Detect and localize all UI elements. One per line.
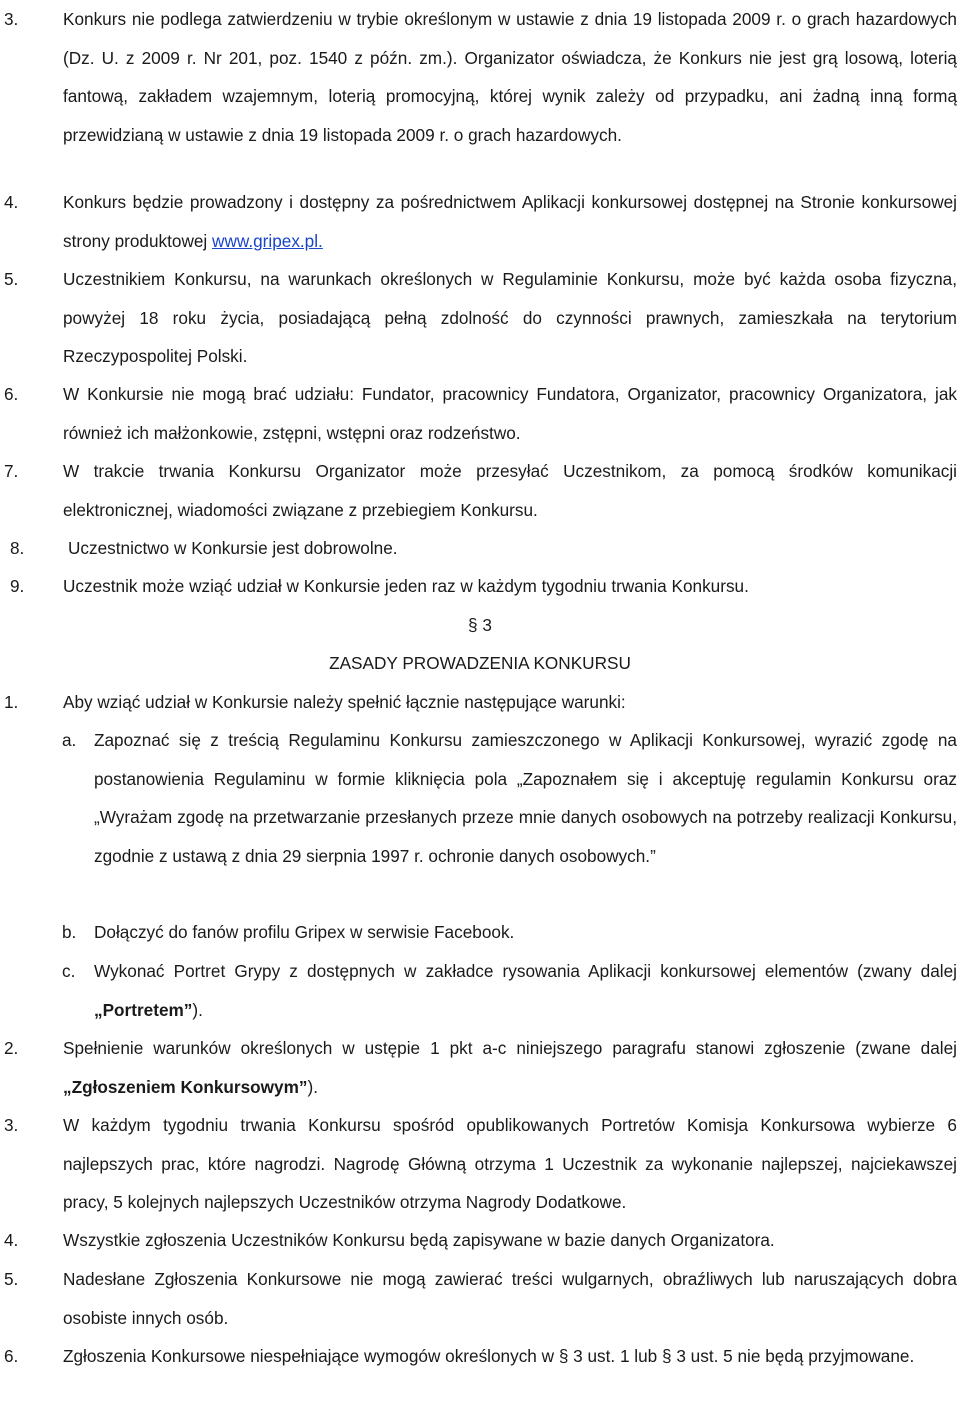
item-text <box>63 183 957 260</box>
item-number: 4. <box>4 1230 19 1250</box>
item-number: 2. <box>4 1038 19 1058</box>
sub-item-letter: a. <box>62 730 77 750</box>
defined-term: „Portretem” <box>94 999 193 1020</box>
sub-item-text: Zapoznać się z treścią Regulaminu Konkursu zamieszczonego w Aplikacji Konkursowej, wyrazić zgodę na postanowienia Regulaminu w formie kliknięcia pola „Zapoznałem się i akceptuję regulamin Konkursu oraz „Wyrażam zgodę na przetwarzanie przesłanych przeze mnie danych osobowych na potrzeby realizacji Konkursu, zgodnie z ustawą z dnia 29 sierpnia 1997 r. ochronie danych osobowych.” <box>94 730 957 866</box>
list-item <box>0 1029 957 1106</box>
item-text: Aby wziąć udział w Konkursie należy spełnić łącznie następujące warunki: <box>63 692 626 712</box>
list-item <box>0 0 957 154</box>
sub-item-letter: b. <box>62 922 77 942</box>
item-number: 3. <box>4 1115 19 1135</box>
list-item <box>0 683 957 722</box>
defined-term: „Zgłoszeniem Konkursowym” <box>63 1076 308 1097</box>
item-text: Nadesłane Zgłoszenia Konkursowe nie mogą zawierać treści wulgarnych, obraźliwych lub naruszających dobra osobiste innych osób. <box>63 1269 957 1328</box>
list-item <box>0 452 957 529</box>
item-number: 6. <box>4 384 19 404</box>
sub-item-text-part: Wykonać Portret Grypy z dostępnych w zakładce rysowania Aplikacji konkursowej elementów (zwany dalej <box>94 961 957 981</box>
item-text: W każdym tygodniu trwania Konkursu spośród opublikowanych Portretów Komisja Konkursowa wybierze 6 najlepszych prac, które nagrodzi. Nagrodę Główną otrzyma 1 Uczestnik za wykonanie najlepszej, najciekawszej pracy, 5 kolejnych najlepszych Uczestników otrzyma Nagrody Dodatkowe. <box>63 1115 957 1212</box>
item-text: Uczestnictwo w Konkursie jest dobrowolne. <box>68 538 398 558</box>
sub-item-letter: c. <box>62 961 76 981</box>
item-number: 8. <box>10 538 25 558</box>
list-item <box>0 1106 957 1222</box>
item-text: W Konkursie nie mogą brać udziału: Fundator, pracownicy Fundatora, Organizator, pracownicy Organizatora, jak również ich małżonkowie, zstępni, wstępni oraz rodzeństwo. <box>63 384 957 443</box>
list-item <box>0 183 957 260</box>
list-item <box>0 529 957 568</box>
item-number: 1. <box>4 692 19 712</box>
gripex-link[interactable]: www.gripex.pl. <box>212 230 323 251</box>
list-item <box>0 567 957 606</box>
sub-item <box>0 913 957 952</box>
section-title: ZASADY PROWADZENIA KONKURSU <box>329 653 631 673</box>
item-text <box>63 1029 957 1106</box>
item-number: 5. <box>4 269 19 289</box>
item-number: 3. <box>4 9 19 29</box>
list-item <box>0 260 957 376</box>
item-text: Zgłoszenia Konkursowe niespełniające wymogów określonych w § 3 ust. 1 lub § 3 ust. 5 nie będą przyjmowane. <box>63 1346 915 1366</box>
section-symbol: § 3 <box>468 615 492 635</box>
item-number: 7. <box>4 461 19 481</box>
sub-item <box>0 721 957 875</box>
list-item <box>0 375 957 452</box>
item-text-part: Spełnienie warunków określonych w ustępie 1 pkt a-c niniejszego paragrafu stanowi zgłoszenie (zwane dalej <box>63 1038 957 1058</box>
item-number: 4. <box>4 192 19 212</box>
item-text: Konkurs nie podlega zatwierdzeniu w trybie określonym w ustawie z dnia 19 listopada 2009 r. o grach hazardowych (Dz. U. z 2009 r. Nr 201, poz. 1540 z późn. zm.). Organizator oświadcza, że Konkurs nie jest grą losową, loterią fantową, zakładem wzajemnym, loterią promocyjną, której wynik zależy od przypadku, ani żadną inną formą przewidzianą w ustawie z dnia 19 listopada 2009 r. o grach hazardowych. <box>63 9 957 145</box>
sub-item-text <box>94 952 957 1029</box>
item-number: 9. <box>10 576 25 596</box>
sub-item-text: Dołączyć do fanów profilu Gripex w serwisie Facebook. <box>94 922 515 942</box>
item-text: Wszystkie zgłoszenia Uczestników Konkursu będą zapisywane w bazie danych Organizatora. <box>63 1230 775 1250</box>
item-text-part: ). <box>307 1076 318 1097</box>
sub-item <box>0 952 957 1029</box>
item-number: 6. <box>4 1346 19 1366</box>
item-text-part: Konkurs będzie prowadzony i dostępny za pośrednictwem Aplikacji konkursowej dostępnej na Stronie konkursowej strony produktowej <box>63 192 957 251</box>
item-text: Uczestnik może wziąć udział w Konkursie jeden raz w każdym tygodniu trwania Konkursu. <box>63 576 749 596</box>
sub-item-text-part: ). <box>192 999 203 1020</box>
item-text: Uczestnikiem Konkursu, na warunkach określonych w Regulaminie Konkursu, może być każda osoba fizyczna, powyżej 18 roku życia, posiadającą pełną zdolność do czynności prawnych, zamieszkała na terytorium Rzeczypospolitej Polski. <box>63 269 957 366</box>
list-item <box>0 1221 957 1260</box>
item-number: 5. <box>4 1269 19 1289</box>
list-item <box>0 1337 957 1376</box>
list-item <box>0 1260 957 1337</box>
item-text: W trakcie trwania Konkursu Organizator może przesyłać Uczestnikom, za pomocą środków komunikacji elektronicznej, wiadomości związane z przebiegiem Konkursu. <box>63 461 957 520</box>
